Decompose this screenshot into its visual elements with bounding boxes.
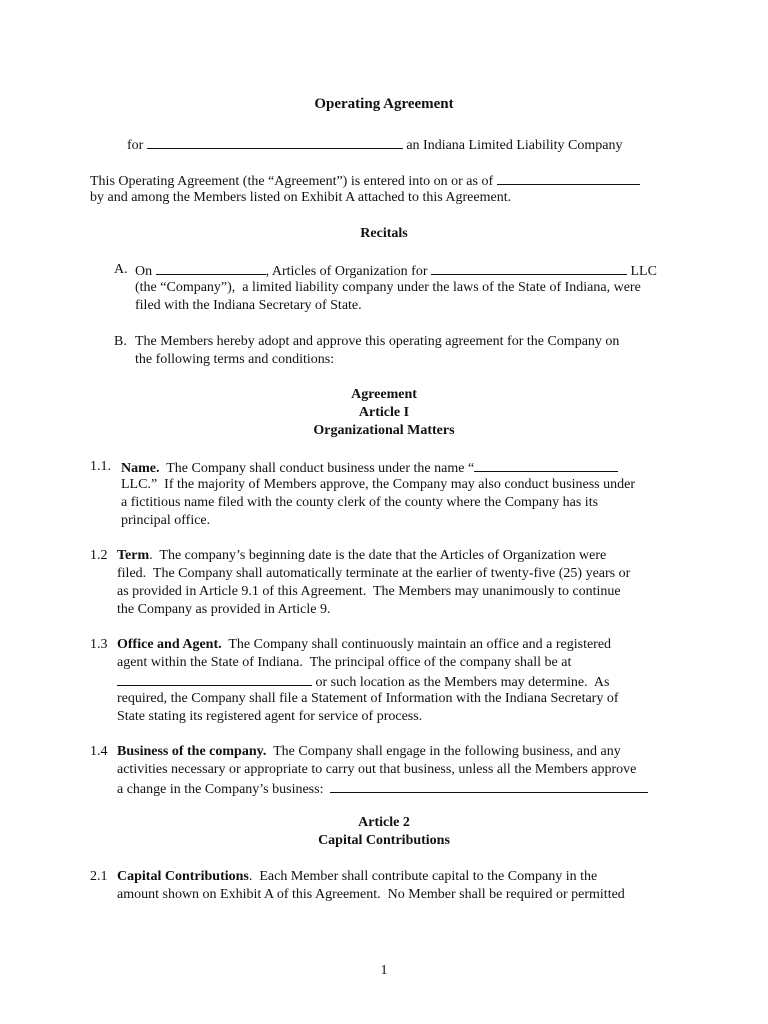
article-2-heading: Article 2 [358,815,410,830]
section-1-3-number: 1.3 [90,637,108,652]
section-1-4-line-2: activities necessary or appropriate to carry out that business, unless all the Members approve [117,762,637,777]
section-1-1-line-4: principal office. [121,513,211,528]
for-prefix: for [127,138,144,153]
intro-line-1: This Operating Agreement (the “Agreement”) is entered into on or as of [90,171,640,191]
recital-b-line-2: the following terms and conditions: [135,352,335,367]
business-description-blank[interactable] [330,779,648,793]
recital-date-blank[interactable] [156,261,266,275]
section-1-3-line-2: agent within the State of Indiana. The principal office of the company shall be at [117,655,572,670]
section-1-4-line-1: Business of the company. The Company shall engage in the following business, and any [117,744,621,759]
recital-a-label: A. [114,262,128,277]
section-1-4-line-3: a change in the Company’s business: [117,779,648,799]
article-1-heading: Article I [358,405,410,420]
recital-a-line-1: On , Articles of Organization for LLC [135,261,657,281]
section-1-2-line-2: filed. The Company shall automatically terminate at the earlier of twenty-five (25) years or [117,566,631,581]
for-suffix: an Indiana Limited Liability Company [406,138,623,153]
agreement-heading: Agreement [351,387,417,402]
page-number: 1 [380,963,388,978]
article-1-subheading: Organizational Matters [313,423,455,438]
section-1-3-line-1: Office and Agent. The Company shall continuously maintain an office and a registered [117,637,612,652]
section-1-2-number: 1.2 [90,548,108,563]
section-1-2-title: Term [117,548,150,563]
document-title: Operating Agreement [314,96,454,112]
section-1-3-line-4: required, the Company shall file a Statement of Information with the Indiana Secretary of [117,691,619,706]
section-1-1-title: Name. [121,461,160,476]
section-1-1-line-2: LLC.” If the majority of Members approve, the Company may also conduct business under [121,477,635,492]
recital-a-line-2: (the “Company”), a limited liability company under the laws of the State of Indiana, were [135,280,641,295]
section-1-2-line-1: Term. The company’s beginning date is the date that the Articles of Organization were [117,548,607,563]
section-2-1-line-2: amount shown on Exhibit A of this Agreement. No Member shall be required or permitted [117,887,625,902]
section-1-3-title: Office and Agent. [117,637,222,652]
recital-b-label: B. [114,334,127,349]
for-line [127,135,623,155]
business-name-blank[interactable] [474,458,618,472]
section-1-4-number: 1.4 [90,744,108,759]
principal-office-blank[interactable] [117,672,312,686]
section-1-3-line-3: or such location as the Members may determine. As [117,672,609,692]
recital-a-line-3: filed with the Indiana Secretary of State. [135,298,362,313]
section-1-1-line-1: Name. The Company shall conduct business under the name “ [121,458,618,478]
section-1-3-line-5: State stating its registered agent for service of process. [117,709,423,724]
recitals-heading: Recitals [360,226,408,241]
section-2-1-number: 2.1 [90,869,108,884]
company-name-blank[interactable] [147,135,403,149]
recital-company-blank[interactable] [431,261,627,275]
recital-b-line-1: The Members hereby adopt and approve this operating agreement for the Company on [135,334,620,349]
section-2-1-line-1: Capital Contributions. Each Member shall contribute capital to the Company in the [117,869,598,884]
section-1-1-number: 1.1. [90,459,111,474]
date-blank[interactable] [497,171,640,185]
section-2-1-title: Capital Contributions [117,869,249,884]
section-1-2-line-4: the Company as provided in Article 9. [117,602,331,617]
section-1-4-title: Business of the company. [117,744,267,759]
section-1-2-line-3: as provided in Article 9.1 of this Agreement. The Members may unanimously to continue [117,584,621,599]
intro-line-2: by and among the Members listed on Exhibit A attached to this Agreement. [90,190,512,205]
section-1-1-line-3: a fictitious name filed with the county clerk of the county where the Company has its [121,495,599,510]
article-2-subheading: Capital Contributions [318,833,450,848]
